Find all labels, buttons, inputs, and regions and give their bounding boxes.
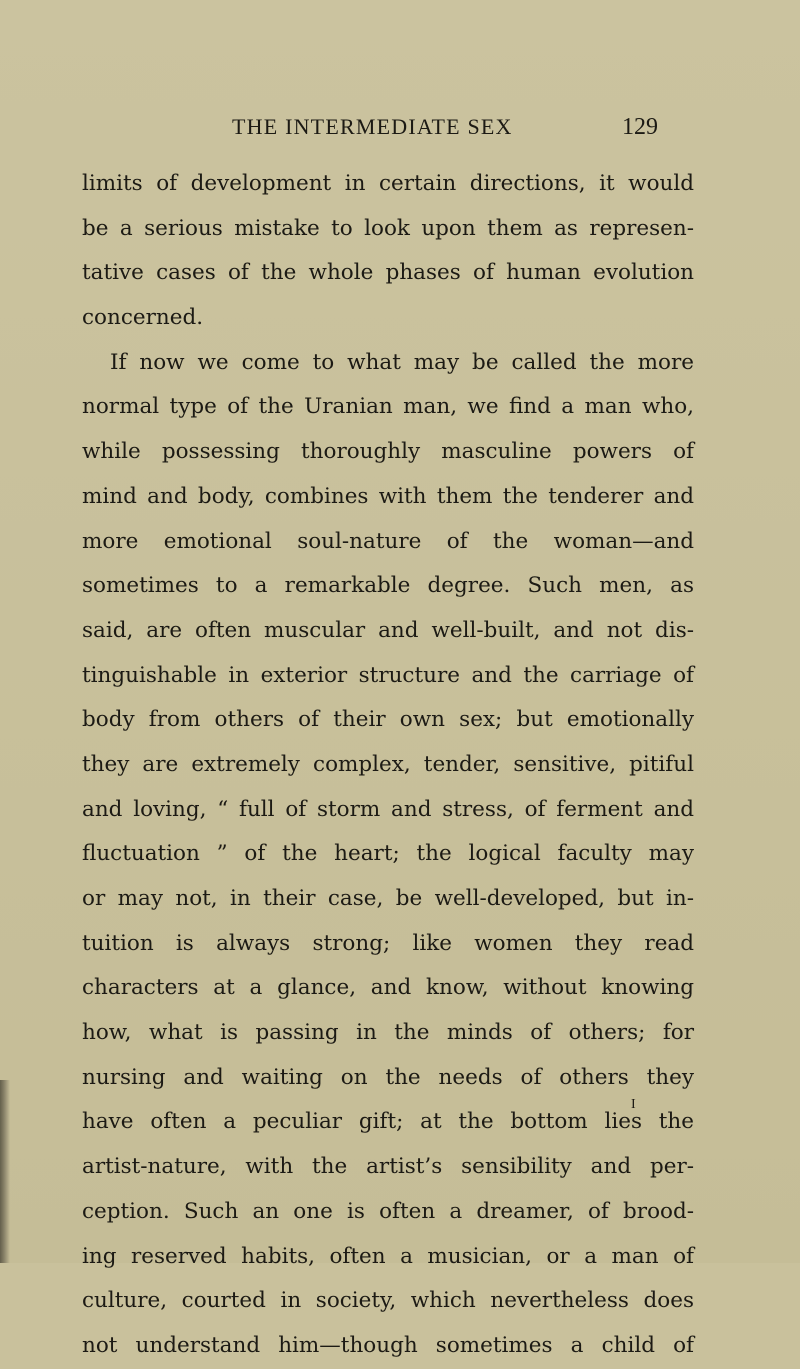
text-line: and loving, “ full of storm and stress, of ferment and (82, 796, 694, 822)
text-line: said, are often muscular and well-built, and not dis- (82, 617, 694, 643)
text-line: concerned. (82, 305, 204, 331)
text-line: they are extremely complex, tender, sensitive, pitiful (82, 751, 694, 777)
text-line: normal type of the Uranian man, we find a man who, (82, 394, 694, 420)
text-line: tuition is always strong; like women they read (82, 930, 694, 956)
text-line: ing reserved habits, often a musician, or a man of (82, 1243, 694, 1269)
text-line: ception. Such an one is often a dreamer, of brood- (82, 1198, 694, 1224)
text-line: culture, courted in society, which nevertheless does (82, 1288, 694, 1314)
text-line: be a serious mistake to look upon them as represen- (82, 215, 694, 241)
text-line: not understand him—though sometimes a child of (82, 1332, 694, 1358)
text-line: body from others of their own sex; but emotionally (82, 707, 694, 733)
text-line: tinguishable in exterior structure and the carriage of (82, 662, 694, 688)
text-line: sometimes to a remarkable degree. Such men, as (82, 573, 694, 599)
text-line: fluctuation ” of the heart; the logical faculty may (82, 841, 694, 867)
text-line: mind and body, combines with them the tenderer and (82, 483, 694, 509)
running-head (0, 114, 800, 144)
text-line: artist-nature, with the artist’s sensibility and per- (82, 1154, 694, 1180)
running-head-title: THE INTERMEDIATE SEX (232, 114, 513, 139)
text-line: limits of development in certain directions, it would (82, 171, 694, 196)
text-line: how, what is passing in the minds of others; for (82, 1020, 694, 1046)
body-text (82, 162, 694, 1369)
text-line: If now we come to what may be called the more (110, 349, 694, 375)
page-number: 129 (622, 114, 658, 140)
text-line: nursing and waiting on the needs of others they (82, 1064, 694, 1090)
text-line: or may not, in their case, be well-developed, but in- (82, 886, 694, 911)
text-line: while possessing thoroughly masculine powers of (82, 439, 694, 465)
binding-shadow (0, 1080, 10, 1263)
text-line: characters at a glance, and know, without knowing (82, 975, 694, 1001)
text-line: more emotional soul-nature of the woman—and (82, 528, 694, 554)
signature-mark: I (631, 1097, 636, 1112)
text-line: tative cases of the whole phases of human evolution (82, 260, 694, 286)
text-line: have often a peculiar gift; at the bottom lies the (82, 1109, 694, 1135)
